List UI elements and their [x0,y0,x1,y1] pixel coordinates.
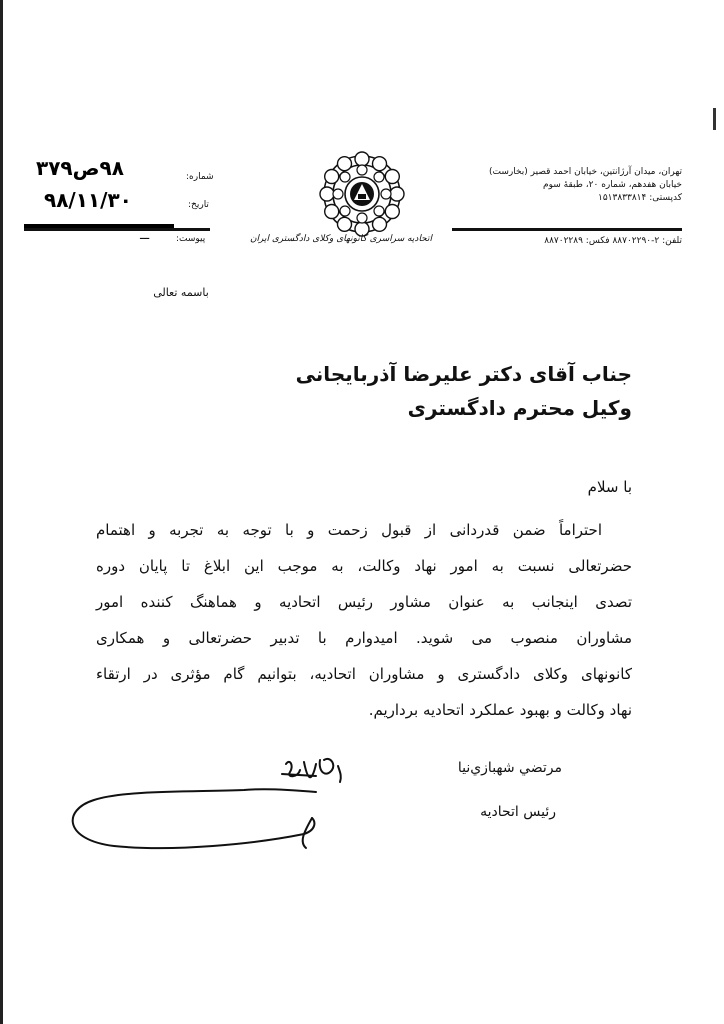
handwritten-signature-icon [54,752,344,862]
body-line: نهاد وکالت و بهبود عملکرد اتحادیه برداریم. [368,701,632,719]
body-line: کانونهای وکلای دادگستری و مشاوران اتحادیه، بتوانیم گام مؤثری در ارتقاء [96,665,632,683]
address-line: کدپستی: ۱۵۱۳۸۳۳۸۱۴ [598,193,682,203]
attachment-value: ـــ [140,232,150,242]
sender-address [432,166,682,205]
number-label: شماره: [186,172,214,182]
body-line: تصدی اینجانب به عنوان مشاور رئیس اتحادیه و هماهنگ کننده امور [96,593,632,611]
date-value: ۹۸/۱۱/۳۰ [44,188,132,212]
scan-mark [713,108,716,130]
date-label: تاریخ: [188,200,209,210]
phone-fax: تلفن: ۲-۸۸۷۰۲۲۹۰ فکس: ۸۸۷۰۲۲۸۹ [544,236,682,246]
number-value: ۹۸ص۳۷۹ [36,156,124,180]
body-line: حضرتعالی نسبت به امور نهاد وکالت، به موجب این ابلاغ تا پایان دوره [96,557,632,575]
logo-caption: اتحادیه سراسری کانونهای وکلای دادگستری ایران [249,234,432,244]
salutation-top: باسمه تعالی [153,286,209,299]
addressee-line-2: وکیل محترم دادگستری [407,396,632,420]
address-line: تهران، میدان آرژانتین، خیابان احمد قصیر (بخارست) [488,167,682,177]
addressee-line-1: جناب آقای دکتر علیرضا آذربایجانی [295,362,632,386]
header-rule-right [452,228,682,231]
letter-body [96,512,632,728]
signer-title: رئیس اتحادیه [480,804,556,820]
attachment-label: پیوست: [176,234,206,244]
signer-name: مرتضي شهبازي‌نیا [457,760,562,776]
body-line: مشاوران منصوب می شوید. امیدوارم با تدبیر حضرتعالی و همکاری [96,629,632,647]
address-line: خیابان هفدهم، شماره ۲۰، طبقهٔ سوم [543,180,682,190]
header-rule-left [24,228,210,231]
body-line: احتراماً ضمن قدردانی از قبول زحمت و با توجه به تجربه و اهتمام [96,521,602,539]
emblem-logo-icon [318,150,406,238]
greeting: با سلام [587,478,632,496]
scan-edge [0,0,3,1024]
